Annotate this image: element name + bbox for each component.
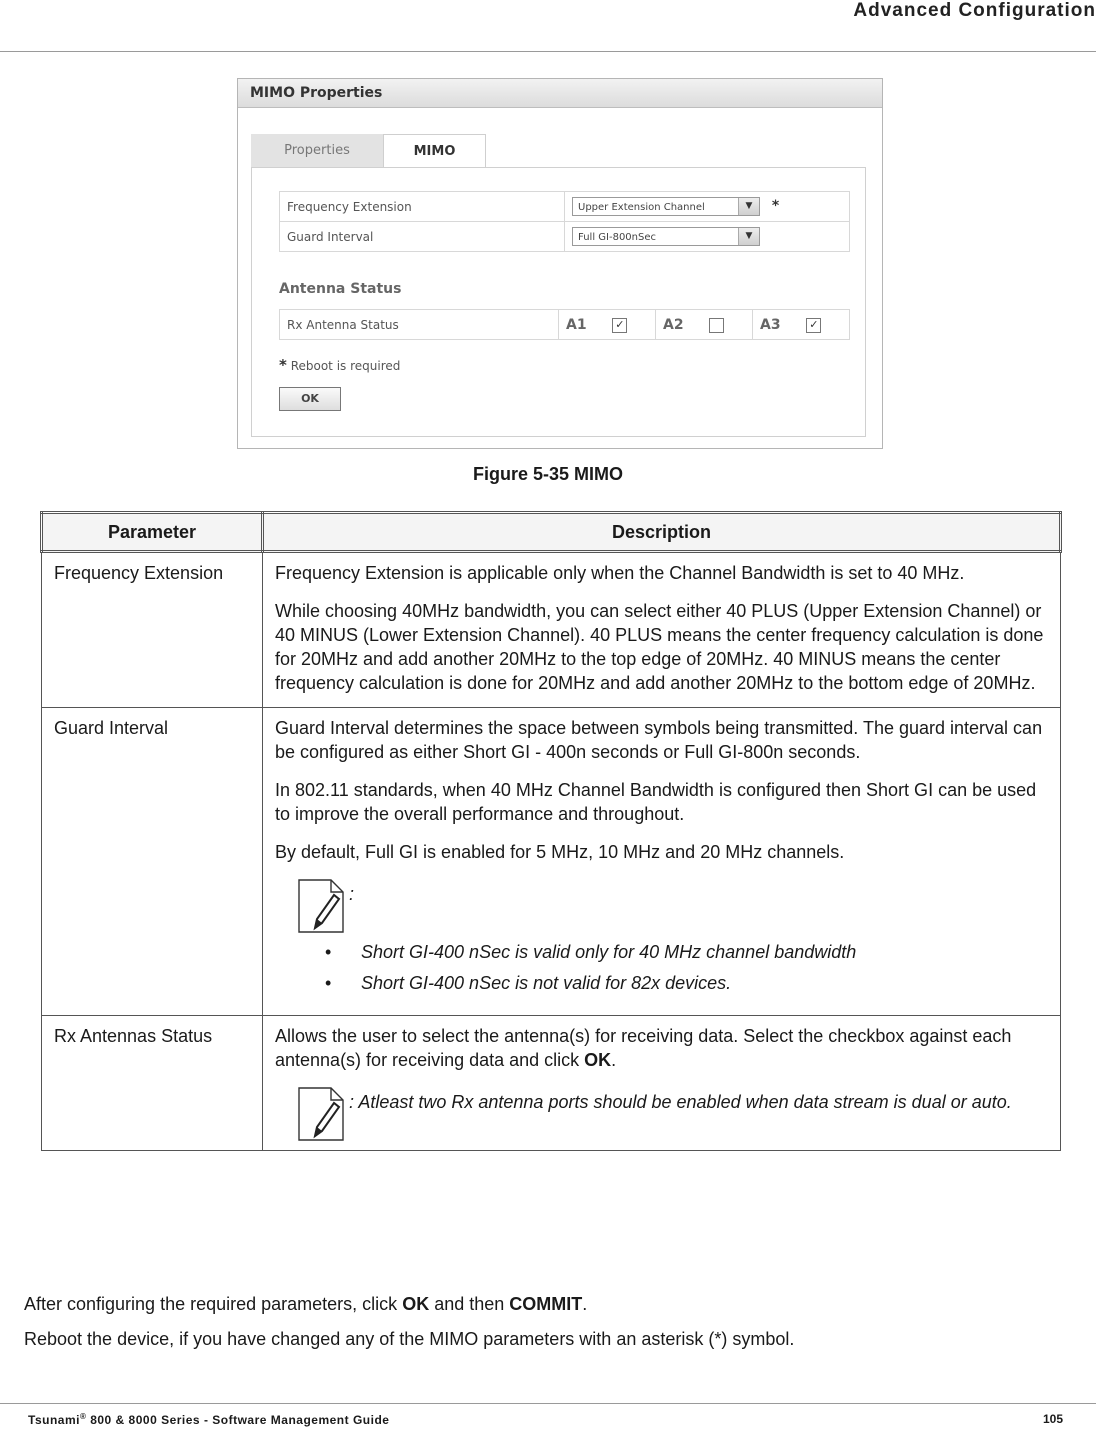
description-paragraph: In 802.11 standards, when 40 MHz Channel Bandwidth is configured then Short GI can be used to improve the overall performance and throughout.: [275, 780, 1037, 824]
tab-mimo[interactable]: MIMO: [383, 134, 486, 169]
list-item: • Short GI-400 nSec is not valid for 82x devices.: [325, 973, 732, 993]
figure-caption: Figure 5-35 MIMO: [472, 464, 624, 484]
required-asterisk: *: [771, 198, 780, 214]
guard-interval-value: Full GI-800nSec: [578, 232, 657, 243]
description-paragraph: While choosing 40MHz bandwidth, you can select either 40 PLUS (Upper Extension Channel) or 40 MINUS (Lower Extension Channel). 40 PLUS means the center frequency calculation is done for 20MHz and add another 20MHz to the top edge of 20MHz. 40 MINUS means the center frequency calculation is done for 20MHz and add another 20MHz to the bottom edge of 20MHz.: [275, 601, 1044, 693]
antenna-a2-checkbox[interactable]: [709, 318, 724, 333]
description-cell: [263, 552, 1061, 708]
note-bullet-text: Short GI-400 nSec is not valid for 82x devices.: [361, 973, 732, 993]
antenna-a1-checkbox[interactable]: ✓: [612, 318, 627, 333]
description-text: Allows the user to select the antenna(s) for receiving data. Select the checkbox against each antenna(s) for receiving data and click: [275, 1026, 1012, 1070]
chevron-down-icon: ▼: [738, 228, 759, 245]
commit-emphasis: COMMIT: [509, 1294, 583, 1314]
paragraph-text: and then: [429, 1294, 510, 1314]
guard-interval-label: Guard Interval: [280, 222, 565, 252]
parameter-cell: Rx Antennas Status: [42, 1016, 263, 1151]
description-cell: [263, 708, 1061, 1016]
antenna-a1-label: A1: [566, 316, 587, 333]
rx-antenna-status-label: Rx Antenna Status: [280, 310, 559, 340]
page-number: 105: [1042, 1412, 1063, 1426]
list-item: • Short GI-400 nSec is valid only for 40 MHz channel bandwidth: [325, 942, 857, 962]
footer-brand: Tsunami: [28, 1413, 80, 1427]
parameter-table: [40, 511, 1062, 1151]
paragraph-text: .: [582, 1294, 588, 1314]
ok-emphasis: OK: [402, 1294, 430, 1314]
description-paragraph: Frequency Extension is applicable only when the Channel Bandwidth is set to 40 MHz.: [275, 563, 965, 583]
tab-properties[interactable]: Properties: [251, 134, 383, 168]
description-paragraph: Guard Interval determines the space between symbols being transmitted. The guard interval can be configured as either Short GI - 400n seconds or Full GI-800n seconds.: [275, 718, 1043, 762]
note-block: [275, 1086, 1048, 1142]
description-cell: [263, 1016, 1061, 1151]
table-row: [42, 552, 1061, 708]
antenna-a3-label: A3: [760, 316, 781, 333]
header-divider: [0, 51, 1096, 52]
rx-antenna-status-row: [280, 310, 850, 340]
window-title: MIMO Properties: [238, 79, 882, 108]
description-text-end: .: [611, 1050, 617, 1070]
note-pencil-icon: [297, 1086, 345, 1142]
reboot-required-text: Reboot is required: [290, 359, 401, 373]
table-row: [42, 1016, 1061, 1151]
description-column-header: Description: [263, 513, 1061, 552]
note-pencil-icon: [297, 878, 345, 934]
table-row: [42, 708, 1061, 1016]
mimo-properties-window: [237, 78, 883, 449]
paragraph-text: After configuring the required parameters, click: [24, 1294, 403, 1314]
description-paragraph: By default, Full GI is enabled for 5 MHz, 10 MHz and 20 MHz channels.: [275, 842, 845, 862]
guard-interval-select[interactable]: [572, 227, 760, 246]
ok-button[interactable]: OK: [279, 387, 341, 411]
note-label: :: [349, 884, 355, 904]
description-paragraph: [275, 1024, 1048, 1072]
page-header-title: Advanced Configuration: [853, 0, 1096, 21]
note-bullet-list: [275, 940, 1048, 995]
footer-divider: [0, 1403, 1096, 1404]
antenna-a2-label: A2: [663, 316, 684, 333]
parameter-cell: Guard Interval: [42, 708, 263, 1016]
footer-guide-title: [28, 1412, 389, 1427]
guard-interval-row: [280, 222, 850, 252]
antenna-status-grid: [279, 309, 850, 340]
after-configuring-paragraph: [24, 1294, 587, 1315]
frequency-extension-select[interactable]: [572, 197, 760, 216]
registered-mark: ®: [79, 1412, 87, 1421]
reboot-asterisk: *: [279, 356, 287, 374]
antenna-a3-checkbox[interactable]: ✓: [806, 318, 821, 333]
mimo-panel: [251, 167, 866, 437]
reboot-paragraph: Reboot the device, if you have changed any of the MIMO parameters with an asterisk (*) symbol.: [24, 1329, 795, 1349]
note-text: : Atleast two Rx antenna ports should be enabled when data stream is dual or auto.: [349, 1092, 1012, 1112]
reboot-required-note: [279, 356, 400, 374]
parameter-cell: Frequency Extension: [42, 552, 263, 708]
frequency-extension-row: [280, 192, 850, 222]
chevron-down-icon: ▼: [738, 198, 759, 215]
mimo-settings-grid: [279, 191, 850, 252]
note-block: [275, 878, 1048, 995]
frequency-extension-value: Upper Extension Channel: [578, 202, 705, 213]
table-header-row: [42, 513, 1061, 552]
ok-emphasis: OK: [584, 1050, 612, 1070]
note-bullet-text: Short GI-400 nSec is valid only for 40 MHz channel bandwidth: [361, 942, 857, 962]
frequency-extension-label: Frequency Extension: [280, 192, 565, 222]
parameter-column-header: Parameter: [42, 513, 263, 552]
footer-title-rest: 800 & 8000 Series - Software Management Guide: [86, 1413, 390, 1427]
antenna-status-heading: Antenna Status: [279, 281, 402, 297]
